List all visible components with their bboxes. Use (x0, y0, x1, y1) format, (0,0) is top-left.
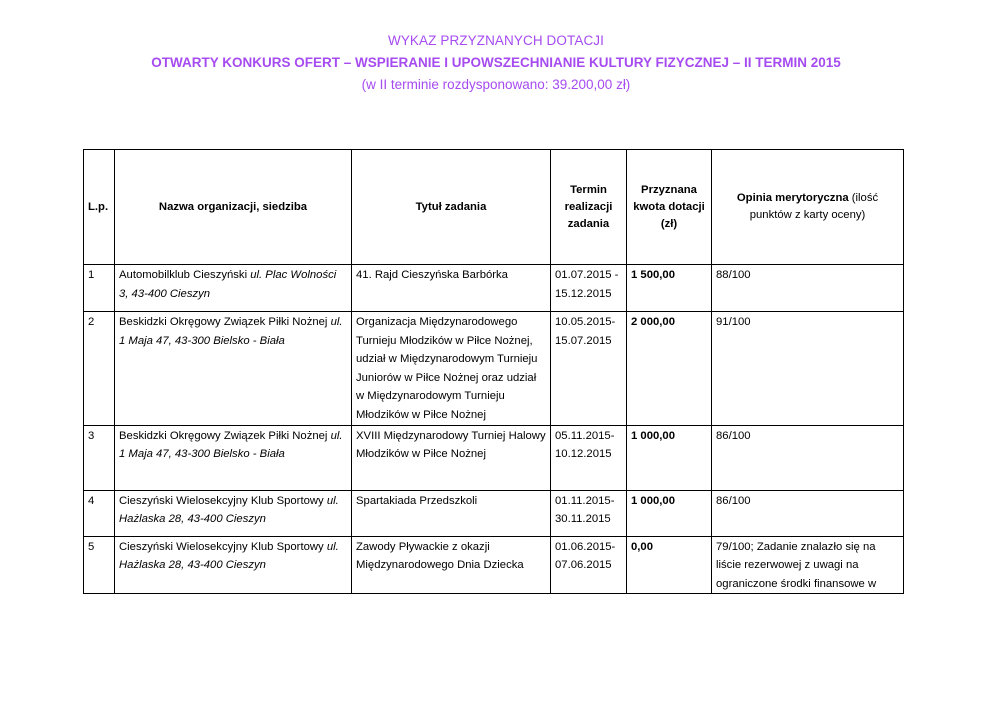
org-address: ul. Plac Wolności 3, 43-400 Cieszyn (119, 269, 337, 300)
cell-task-title: 41. Rajd Cieszyńska Barbórka (352, 265, 551, 312)
cell-organization (115, 536, 352, 594)
cell-organization (115, 425, 352, 490)
table-row (84, 490, 904, 536)
header-task-title: Tytuł zadania (352, 150, 551, 265)
cell-task-title: Zawody Pływackie z okazji Międzynarodowego Dnia Dziecka (352, 536, 551, 594)
cell-lp: 4 (84, 490, 115, 536)
document-header (0, 30, 992, 96)
cell-opinion: 91/100 (712, 312, 904, 426)
header-opinion (712, 150, 904, 265)
cell-opinion: 86/100 (712, 490, 904, 536)
document-title: WYKAZ PRZYZNANYCH DOTACJI (387, 33, 604, 48)
header-opinion-bold: Opinia merytoryczna (736, 192, 849, 204)
cell-opinion: 79/100; Zadanie znalazło się na liście rezerwowej z uwagi na ograniczone środki finansowe w (712, 536, 904, 594)
cell-task-title: XVIII Międzynarodowy Turniej Halowy Młodzików w Piłce Nożnej (352, 425, 551, 490)
org-address: ul. Hażlaska 28, 43-400 Cieszyn (119, 494, 339, 526)
org-name: Cieszyński Wielosekcyjny Klub Sportowy (119, 540, 327, 553)
org-address: ul. 1 Maja 47, 43-300 Bielsko - Biała (119, 429, 343, 461)
cell-lp: 5 (84, 536, 115, 594)
cell-task-title: Spartakiada Przedszkoli (352, 490, 551, 536)
table-header-row (84, 150, 904, 265)
header-amount: Przyznana kwota dotacji (zł) (627, 150, 712, 265)
header-lp: L.p. (84, 150, 115, 265)
header-opinion-note: (ilość punktów z karty oceny) (749, 192, 879, 221)
org-name: Cieszyński Wielosekcyjny Klub Sportowy (119, 494, 327, 507)
cell-lp: 1 (84, 265, 115, 312)
cell-lp: 3 (84, 425, 115, 490)
org-name: Automobilklub Cieszyński (119, 269, 251, 281)
cell-amount: 2 000,00 (627, 312, 712, 426)
cell-task-title: Organizacja Międzynarodowego Turnieju Młodzików w Piłce Nożnej, udział w Międzynarodowym Turnieju Juniorów w Piłce Nożnej oraz udział w Międzynarodowym Turnieju Młodzików w Piłce Nożnej (352, 312, 551, 426)
cell-organization (115, 312, 352, 426)
header-term: Termin realizacji zadania (551, 150, 627, 265)
cell-organization (115, 265, 352, 312)
cell-term: 10.05.2015- 15.07.2015 (551, 312, 627, 426)
cell-term: 01.11.2015- 30.11.2015 (551, 490, 627, 536)
cell-lp: 2 (84, 312, 115, 426)
table-row (84, 425, 904, 490)
cell-amount: 1 000,00 (627, 490, 712, 536)
org-name: Beskidzki Okręgowy Związek Piłki Nożnej (119, 429, 331, 442)
cell-opinion: 86/100 (712, 425, 904, 490)
cell-term: 01.06.2015- 07.06.2015 (551, 536, 627, 594)
cell-amount: 0,00 (627, 536, 712, 594)
grants-table (83, 149, 904, 594)
document-subtitle: OTWARTY KONKURS OFERT – WSPIERANIE I UPOWSZECHNIANIE KULTURY FIZYCZNEJ – II TERMIN 2015 (151, 55, 841, 70)
table-row (84, 536, 904, 594)
org-address: ul. 1 Maja 47, 43-300 Bielsko - Biała (119, 316, 343, 347)
cell-term: 05.11.2015- 10.12.2015 (551, 425, 627, 490)
cell-term: 01.07.2015 - 15.12.2015 (551, 265, 627, 312)
cell-amount: 1 000,00 (627, 425, 712, 490)
org-address: ul. Hażlaska 28, 43-400 Cieszyn (119, 540, 339, 572)
header-organization: Nazwa organizacji, siedziba (115, 150, 352, 265)
cell-organization (115, 490, 352, 536)
document-total-note: (w II terminie rozdysponowano: 39.200,00 zł) (361, 77, 631, 92)
org-name: Beskidzki Okręgowy Związek Piłki Nożnej (119, 316, 331, 328)
table-row (84, 265, 904, 312)
table-row (84, 312, 904, 426)
cell-amount: 1 500,00 (627, 265, 712, 312)
cell-opinion: 88/100 (712, 265, 904, 312)
